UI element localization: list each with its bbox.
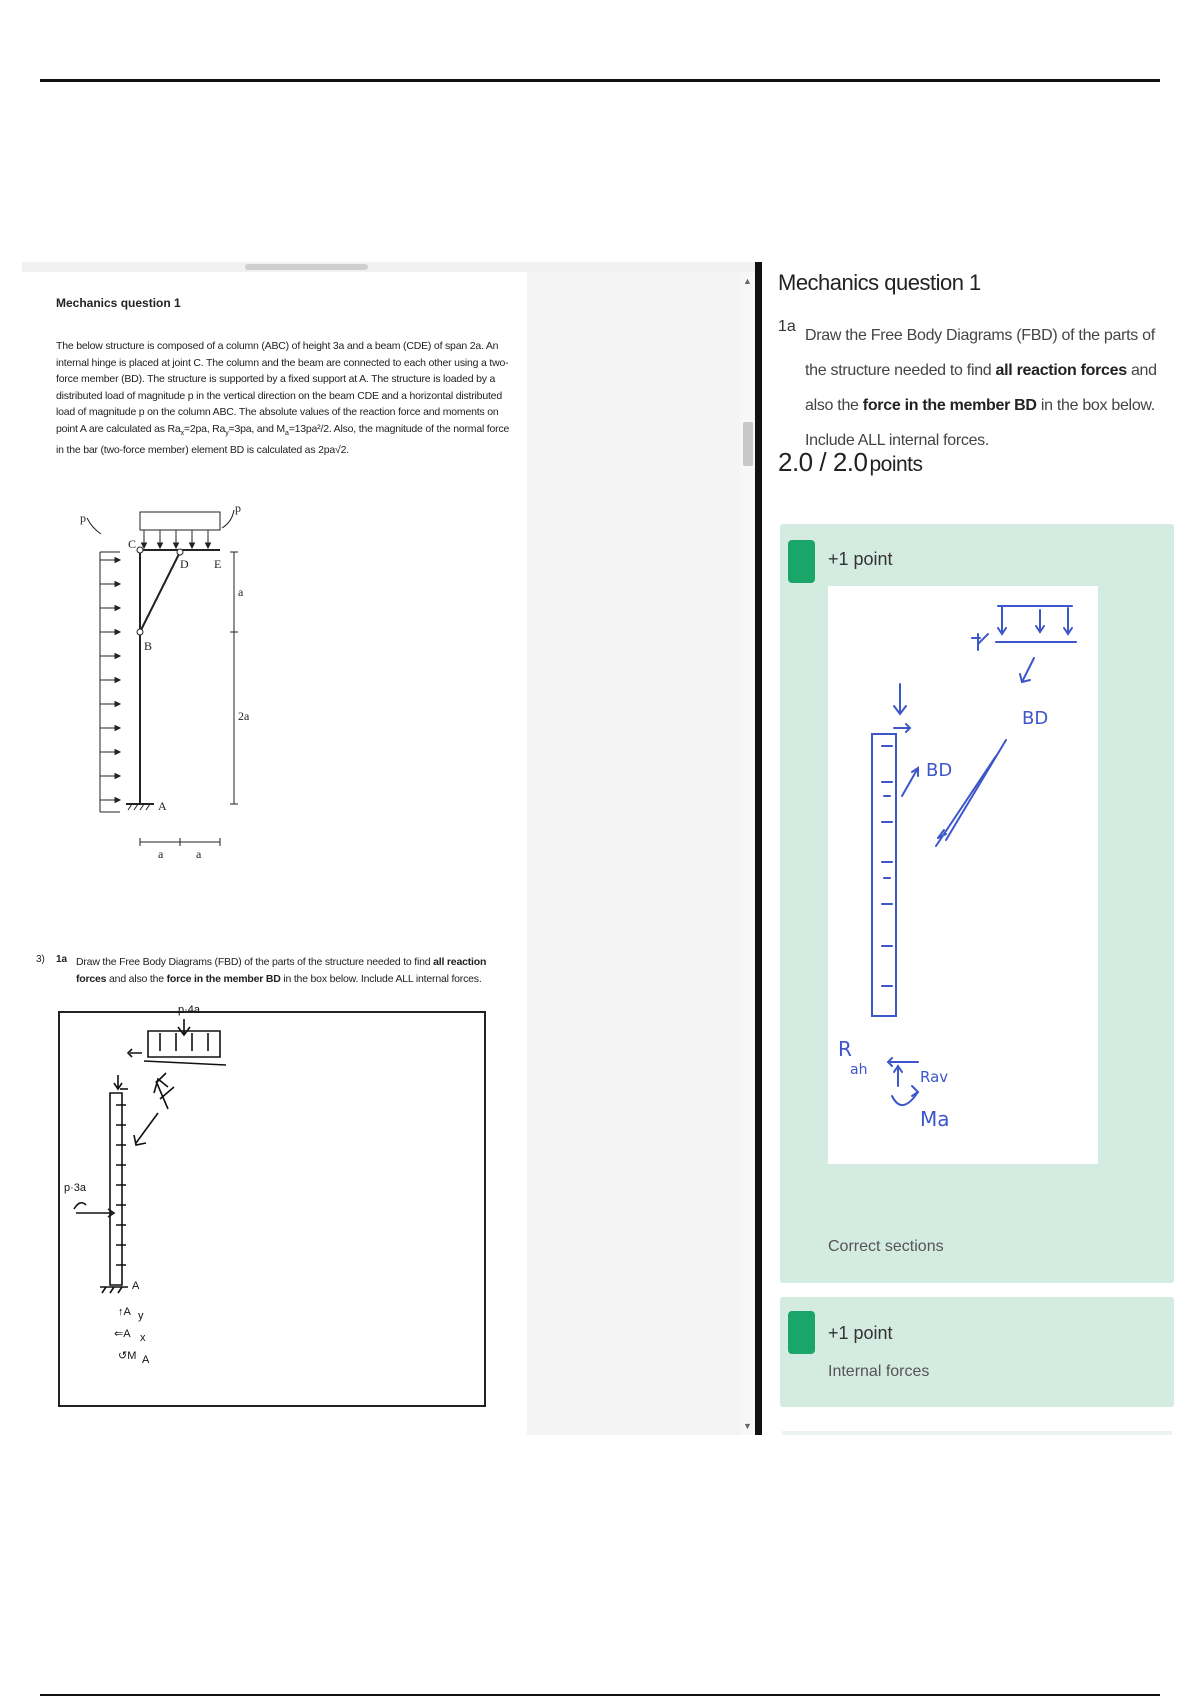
label-p3a: p·3a [64, 1182, 87, 1194]
label-ah: ah [850, 1062, 868, 1078]
label-ax: ⇐A [114, 1328, 131, 1340]
answer-excerpt-image [828, 586, 1098, 1164]
label-r: R [838, 1037, 852, 1061]
label-ax-sub: x [140, 1332, 146, 1344]
scroll-up-icon[interactable]: ▲ [743, 276, 752, 286]
score-unit: points [869, 453, 923, 476]
label-ay-sub: y [138, 1310, 144, 1322]
dim-a-vertical: a [238, 585, 244, 599]
top-rule [40, 79, 1160, 82]
label-p-left: p [80, 511, 86, 525]
exam-page [22, 272, 527, 1435]
vertical-scroll-thumb[interactable] [743, 422, 753, 466]
rubric-applied-badge[interactable] [788, 540, 815, 583]
label-ma: Ma [920, 1107, 950, 1131]
label-p4a: p·4a [178, 1004, 201, 1016]
structure-diagram [42, 501, 272, 892]
label-ay: ↑A [118, 1306, 131, 1318]
document-viewer[interactable] [22, 262, 755, 1435]
label-d: D [180, 557, 189, 571]
next-rubric-edge [782, 1431, 1172, 1435]
rubric-applied-badge[interactable] [788, 1311, 815, 1354]
document-title: Mechanics question 1 [56, 296, 181, 310]
question-label: 1a [56, 954, 68, 965]
label-bd-mid: BD [926, 760, 953, 781]
vertical-scrollbar[interactable] [740, 272, 755, 1435]
dim-a-horizontal-1: a [158, 847, 164, 861]
rubric-points: +1 point [828, 1323, 893, 1343]
grading-panel [762, 262, 1192, 1435]
label-b: B [144, 639, 153, 653]
rubric-description: Correct sections [828, 1238, 944, 1255]
problem-statement: The below structure is composed of a column (ABC) of height 3a and a beam (CDE) of span 2a. An internal hinge is placed at joint C. The column and the beam are connected to each other using a two-force member (BD). The structure is supported by a fixed support at A. The structure is loaded by a distributed load of magnitude p in the vertical direction on the beam CDE and a horizontal distributed load of magnitude p on the column ABC. The absolute values of the reaction force and moments on point A are calculated as $Ra_x=2pa$, $Ra_y=3pa$, and $M_a=13pa^2/2$. Also, the magnitude of the normal force in the bar (two-force member) element BD is calculated as 2pa√2. [56, 340, 510, 457]
dim-2a-vertical: 2a [238, 709, 250, 723]
rubric-description: Internal forces [828, 1363, 930, 1380]
handwritten-fbd-excerpt [828, 586, 1098, 1164]
label-ma-sub: A [142, 1354, 150, 1366]
label-e: E [214, 557, 222, 571]
rubric-item[interactable] [780, 1297, 1174, 1407]
grading-question-text: Draw the Free Body Diagrams (FBD) of the parts of the structure needed to find all reaction forces and also the force in the member BD in the box below. Include ALL internal forces. [805, 327, 1157, 449]
horizontal-scroll-thumb[interactable] [245, 264, 368, 270]
question-number: 3) [36, 954, 45, 965]
grading-question-label: 1a [778, 318, 796, 335]
grading-title: Mechanics question 1 [778, 270, 981, 295]
scroll-down-icon[interactable]: ▼ [743, 1421, 752, 1431]
score [778, 447, 923, 478]
label-a: A [158, 799, 167, 813]
bottom-rule [40, 1694, 1160, 1696]
viewer-background [527, 272, 747, 1435]
label-support-a: A [132, 1280, 140, 1292]
label-bd-top: BD [1022, 708, 1049, 729]
label-p-top: p [235, 501, 241, 515]
handwritten-fbd [60, 1004, 484, 1405]
answer-box [58, 1004, 486, 1407]
label-c: C [128, 537, 137, 551]
rubric-item[interactable] [780, 524, 1174, 1283]
label-ma: ↺M [118, 1350, 137, 1362]
dim-a-horizontal-2: a [196, 847, 202, 861]
question-text: Draw the Free Body Diagrams (FBD) of the parts of the structure needed to find all reaction forces and also the force in the member BD in the box below. Include ALL internal forces. [76, 956, 487, 985]
label-rav: Rav [920, 1068, 949, 1086]
rubric-points: +1 point [828, 549, 893, 569]
score-value: 2.0 / 2.0 [778, 447, 868, 477]
pane-divider[interactable] [755, 262, 762, 1435]
